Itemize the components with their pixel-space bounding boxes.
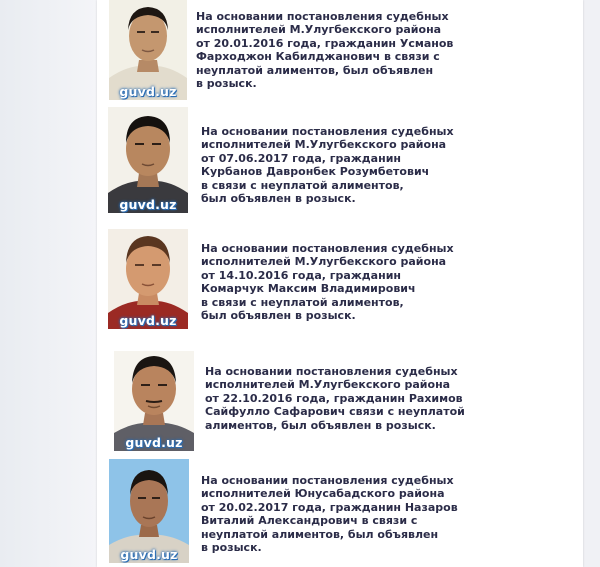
notice-line: На основании постановления судебных — [205, 365, 458, 378]
watermark-text: guvd.uz — [119, 313, 177, 328]
wanted-notice — [201, 474, 458, 554]
notice-line: исполнителей М.Улугбекского района — [205, 378, 451, 392]
notice-line: На основании постановления судебных — [201, 474, 454, 487]
notice-line: На основании постановления судебных — [196, 10, 449, 23]
notice-line: был объявлен в розыск. — [201, 192, 356, 206]
notice-line: от 14.10.2016 года, гражданин — [201, 268, 402, 282]
notice-line: в связи с неуплатой алиментов, — [201, 295, 404, 309]
notice-line: от 20.01.2016 года, гражданин Усманов — [196, 36, 454, 50]
wanted-notice — [196, 10, 453, 90]
wanted-notice — [201, 125, 454, 205]
right-scroll-area — [583, 0, 600, 567]
person-photo — [109, 459, 189, 563]
notice-line: На основании постановления судебных — [201, 242, 454, 255]
wanted-notice — [205, 365, 465, 432]
notice-line: в связи с неуплатой алиментов, — [201, 178, 404, 192]
notice-line: На основании постановления судебных — [201, 125, 454, 138]
notice-line: исполнителей М.Улугбекского района — [196, 23, 442, 37]
person-photo — [108, 229, 188, 329]
wanted-list-page — [97, 0, 583, 567]
notice-line: от 07.06.2017 года, гражданин — [201, 151, 402, 165]
notice-line: Фарходжон Кабилджанович в связи с — [196, 50, 440, 64]
notice-line: алиментов, был объявлен в розыск. — [205, 418, 436, 432]
person-photo — [114, 351, 194, 451]
notice-line: Сайфулло Сафарович связи с неуплатой — [205, 405, 465, 419]
notice-line: от 20.02.2017 года, гражданин Назаров — [201, 500, 458, 514]
notice-line: исполнителей М.Улугбекского района — [201, 255, 447, 269]
notice-line: неуплатой алиментов, был объявлен — [196, 63, 434, 77]
notice-line: Курбанов Давронбек Розумбетович — [201, 165, 430, 179]
notice-line: Комарчук Максим Владимирович — [201, 282, 416, 296]
watermark-text: guvd.uz — [119, 197, 177, 212]
notice-line: исполнителей М.Улугбекского района — [201, 138, 447, 152]
wanted-notice — [201, 242, 454, 322]
notice-line: неуплатой алиментов, был объявлен — [201, 527, 439, 541]
person-photo — [108, 107, 188, 213]
watermark-text: guvd.uz — [120, 547, 178, 562]
left-margin — [0, 0, 97, 567]
notice-line: был объявлен в розыск. — [201, 309, 356, 323]
watermark-text: guvd.uz — [119, 84, 177, 99]
notice-line: Виталий Александрович в связи с — [201, 514, 418, 528]
notice-line: от 22.10.2016 года, гражданин Рахимов — [205, 391, 463, 405]
notice-line: в розыск. — [201, 541, 262, 555]
notice-line: в розыск. — [196, 77, 257, 91]
notice-line: исполнителей Юнусабадского района — [201, 487, 445, 501]
person-photo — [109, 0, 187, 100]
watermark-text: guvd.uz — [125, 435, 183, 450]
